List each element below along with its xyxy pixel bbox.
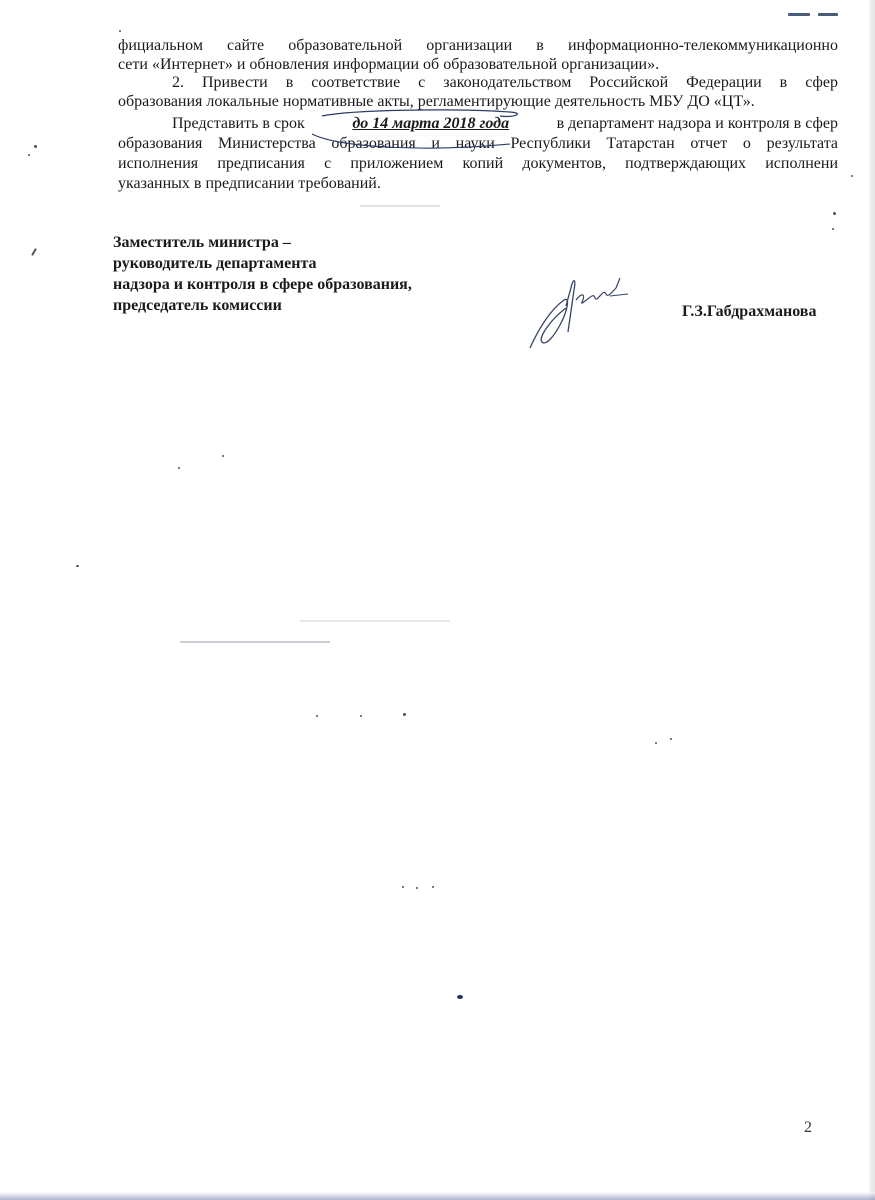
scan-speck	[416, 887, 418, 889]
signatory-position-line3: надзора и контроля в сфере образования,	[113, 276, 412, 293]
scan-mark	[788, 13, 810, 16]
scan-speck	[402, 886, 404, 888]
scan-speck	[222, 455, 224, 457]
scan-mark	[818, 13, 838, 16]
paragraph3-line4: указанных в предписании требований.	[118, 175, 381, 192]
scan-speck	[360, 715, 362, 717]
scan-speck	[178, 467, 180, 469]
scan-speck	[76, 565, 79, 567]
scan-speck	[655, 742, 657, 744]
deadline-date: до 14 марта 2018 года	[352, 115, 510, 132]
handwritten-signature	[520, 270, 640, 355]
scan-streak	[180, 641, 330, 643]
paragraph2-line1: 2. Привести в соответствие с законодательством Российской Федерации в сфер	[172, 74, 838, 91]
scan-speck	[119, 30, 121, 32]
scan-speck	[851, 175, 853, 177]
signatory-position-line2: руководитель департамента	[113, 255, 317, 272]
ink-blot	[457, 995, 463, 999]
scan-speck	[833, 212, 836, 215]
scan-speck	[403, 713, 406, 716]
signatory-position-line4: председатель комиссии	[113, 297, 282, 314]
scan-edge-bottom	[0, 1192, 875, 1200]
paragraph3-text-before: Представить в срок	[172, 115, 305, 132]
signatory-position	[113, 232, 412, 316]
scan-speck	[28, 154, 30, 156]
scan-speck	[432, 886, 434, 888]
paragraph1-line2: сети «Интернет» и обновления информации об образовательной организации».	[118, 56, 660, 73]
page-number: 2	[804, 1119, 812, 1136]
paragraph2-line2: образования локальные нормативные акты, регламентирующие деятельность МБУ ДО «ЦТ».	[118, 93, 755, 110]
scan-speck	[316, 715, 318, 717]
paragraph3-line3: исполнения предписания с приложением копий документов, подтверждающих исполнени	[118, 155, 838, 172]
scan-speck	[670, 738, 672, 740]
scan-speck	[31, 248, 37, 256]
signatory-name: Г.З.Габдрахманова	[682, 303, 817, 320]
scan-speck	[832, 228, 834, 230]
paragraph1-line1: фициальном сайте образовательной организации в информационно-телекоммуникационно	[118, 37, 838, 54]
paragraph3-line2: образования Министерства образования и науки Республики Татарстан отчет о результата	[118, 135, 838, 152]
scan-edge-right	[869, 0, 875, 1200]
scan-streak	[300, 620, 450, 622]
scan-speck	[34, 145, 37, 148]
scan-streak	[360, 205, 440, 207]
signatory-position-line1: Заместитель министра –	[113, 234, 291, 251]
handwritten-underline	[310, 108, 550, 156]
paragraph3-text-after: в департамент надзора и контроля в сфер	[556, 115, 838, 132]
